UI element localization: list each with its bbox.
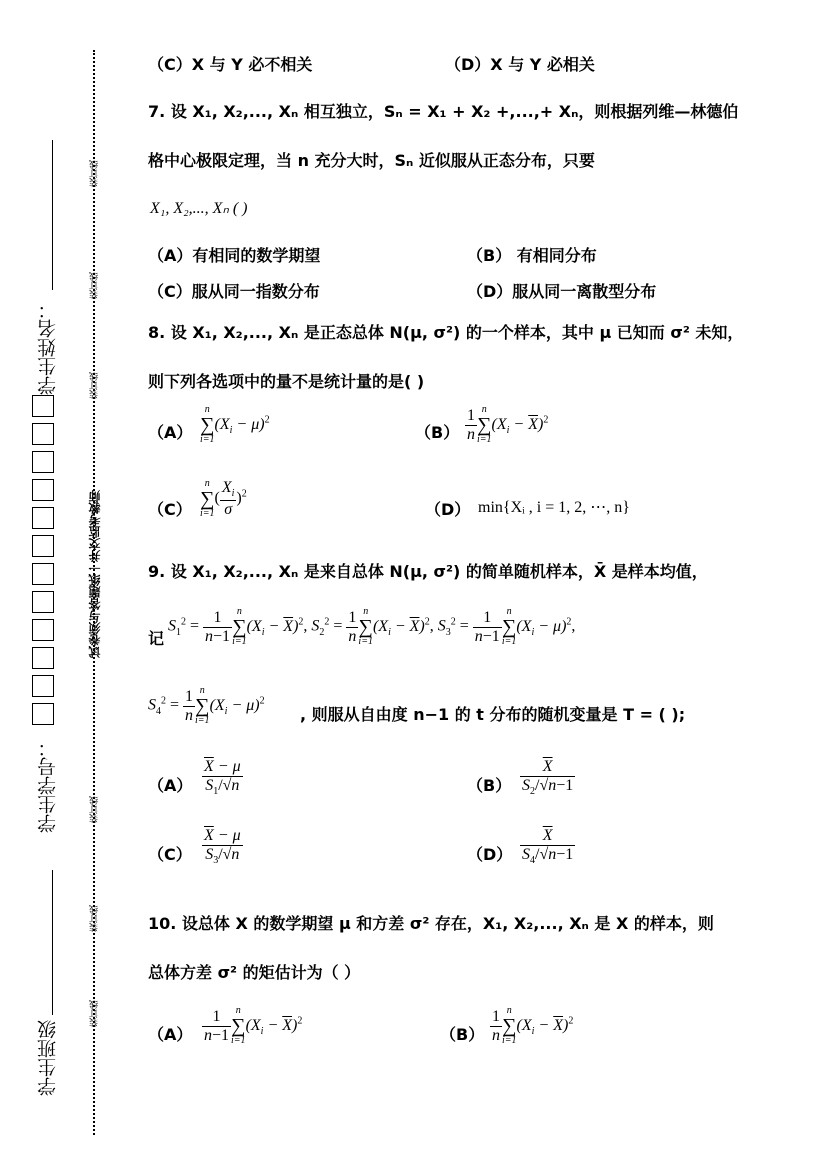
- binding-mark: 装订线: [90, 796, 100, 823]
- q8-stem-line2: 则下列各选项中的量不是统计量的是( ): [148, 372, 425, 391]
- id-digit-box[interactable]: [32, 395, 54, 417]
- q9-option-c-formula: $\frac{\overline{X} - \mu}{S_3/√n}$: [204, 827, 241, 867]
- student-name-label: 学生姓名：: [37, 300, 59, 395]
- q9-option-b-label: （B）: [467, 776, 512, 795]
- q7-option-c: （C）服从同一指数分布: [148, 282, 320, 301]
- student-id-boxes[interactable]: [30, 395, 60, 733]
- binding-mark: 装订线: [90, 905, 100, 932]
- q9-option-b-formula: $\frac{\overline{X}}{S_2/√n-1}$: [522, 758, 574, 798]
- q7-stem-line2: 格中心极限定理，当 n 充分大时，Sₙ 近似服从正态分布，只要: [148, 151, 595, 170]
- binding-mark: 装订线: [90, 372, 100, 399]
- q10-option-a-label: （A）: [148, 1025, 193, 1044]
- q7-stem-line3: X₁, X₂,..., Xₙ ( ): [150, 200, 248, 217]
- q6-option-d: （D）X 与 Y 必相关: [445, 55, 595, 74]
- q7-option-b: （B） 有相同分布: [467, 246, 597, 265]
- q8-option-d-label: （D）: [425, 500, 471, 519]
- q10-stem-line2: 总体方差 σ² 的矩估计为（ ）: [148, 963, 361, 982]
- q10-stem-line1: 10. 设总体 X 的数学期望 μ 和方差 σ² 存在，X₁, X₂,..., Xₙ 是 X 的样本，则: [148, 914, 714, 933]
- q8-option-c-label: （C）: [148, 500, 192, 519]
- id-digit-box[interactable]: [32, 563, 54, 585]
- id-digit-box[interactable]: [32, 619, 54, 641]
- q7-option-a: （A）有相同的数学期望: [148, 246, 321, 265]
- q10-option-a-formula: $\frac{1}{n-1}$ n ∑ i=1 $(X_i - \overline{X})^2$: [204, 1005, 303, 1046]
- binding-mark: 装订线: [90, 1000, 100, 1027]
- binding-mark: 装订线: [90, 160, 100, 187]
- id-digit-box[interactable]: [32, 451, 54, 473]
- name-field-line[interactable]: [52, 140, 53, 290]
- q8-stem-line1: 8. 设 X₁, X₂,..., Xₙ 是正态总体 N(μ, σ²) 的一个样本，其中 μ 已知而 σ² 未知，: [148, 323, 744, 342]
- id-digit-box[interactable]: [32, 535, 54, 557]
- exam-notice: 试卷须与答题纸一并交监考教师: [88, 490, 102, 658]
- binding-mark: 装订线: [90, 272, 100, 299]
- q9-option-d-label: （D）: [467, 845, 513, 864]
- q9-stem-line2-prefix: 记: [148, 629, 165, 648]
- q6-option-c: （C）X 与 Y 必不相关: [148, 55, 313, 74]
- id-digit-box[interactable]: [32, 647, 54, 669]
- q8-option-a-label: （A）: [148, 423, 193, 442]
- id-digit-box[interactable]: [32, 507, 54, 529]
- student-class-label: 学生班级: [37, 1020, 59, 1096]
- id-digit-box[interactable]: [32, 675, 54, 697]
- q7-option-d: （D）服从同一离散型分布: [467, 282, 657, 301]
- q9-stem-line1: 9. 设 X₁, X₂,..., Xₙ 是来自总体 N(μ, σ²) 的简单随机样本，X̄ 是样本均值，: [148, 562, 708, 581]
- q8-option-b-label: （B）: [415, 423, 460, 442]
- q9-option-c-label: （C）: [148, 845, 192, 864]
- q10-option-b-label: （B）: [440, 1025, 485, 1044]
- class-field-line[interactable]: [52, 870, 53, 1015]
- student-id-label: 学生学号：: [37, 738, 59, 833]
- q7-stem-line1: 7. 设 X₁, X₂,..., Xₙ 相互独立，Sₙ = X₁ + X₂ +,...,+ Xₙ，则根据列维—林德伯: [148, 102, 739, 121]
- q9-option-d-formula: $\frac{\overline{X}}{S_4/√n-1}$: [522, 827, 574, 867]
- q8-option-b-formula: $\frac{1}{n}$ n ∑ i=1 $(X_i - \overline{X})^2$: [467, 404, 549, 445]
- q8-option-c-formula: n ∑ i=1 ( $\frac{X_i}{\sigma}$ )$^2$: [200, 478, 247, 519]
- q9-option-a-label: （A）: [148, 776, 193, 795]
- q8-option-a-formula: n ∑ i=1 $(X_i - \mu)^2$: [200, 404, 270, 445]
- q9-s4-definition: $S_4^2$ = $\frac{1}{n}$ n ∑ i=1 $(X_i - \mu)^2$: [148, 685, 265, 726]
- id-digit-box[interactable]: [32, 423, 54, 445]
- id-digit-box[interactable]: [32, 591, 54, 613]
- q9-s-definitions: $S_1^2$ = $\frac{1}{n-1}$ n ∑ i=1 $(X_i - \overline{X})^2$, $S_2^2$ = $\frac{1}{n}$ n ∑ i=1 $(X_i - \overline{X})^2$, $S_3^2$ = $\frac{1}{n-1}$ n ∑ i=1 $(X_i - \mu)^2$,: [168, 606, 576, 647]
- q9-option-a-formula: $\frac{\overline{X} - \mu}{S_1/√n}$: [204, 758, 241, 798]
- id-digit-box[interactable]: [32, 703, 54, 725]
- q8-option-d-formula: min{Xᵢ , i = 1, 2, ⋯, n}: [478, 499, 630, 516]
- q9-stem-line3: , 则服从自由度 n−1 的 t 分布的随机变量是 T = ( );: [300, 705, 686, 724]
- q10-option-b-formula: $\frac{1}{n}$ n ∑ i=1 $(X_i - \overline{X})^2$: [492, 1005, 574, 1046]
- id-digit-box[interactable]: [32, 479, 54, 501]
